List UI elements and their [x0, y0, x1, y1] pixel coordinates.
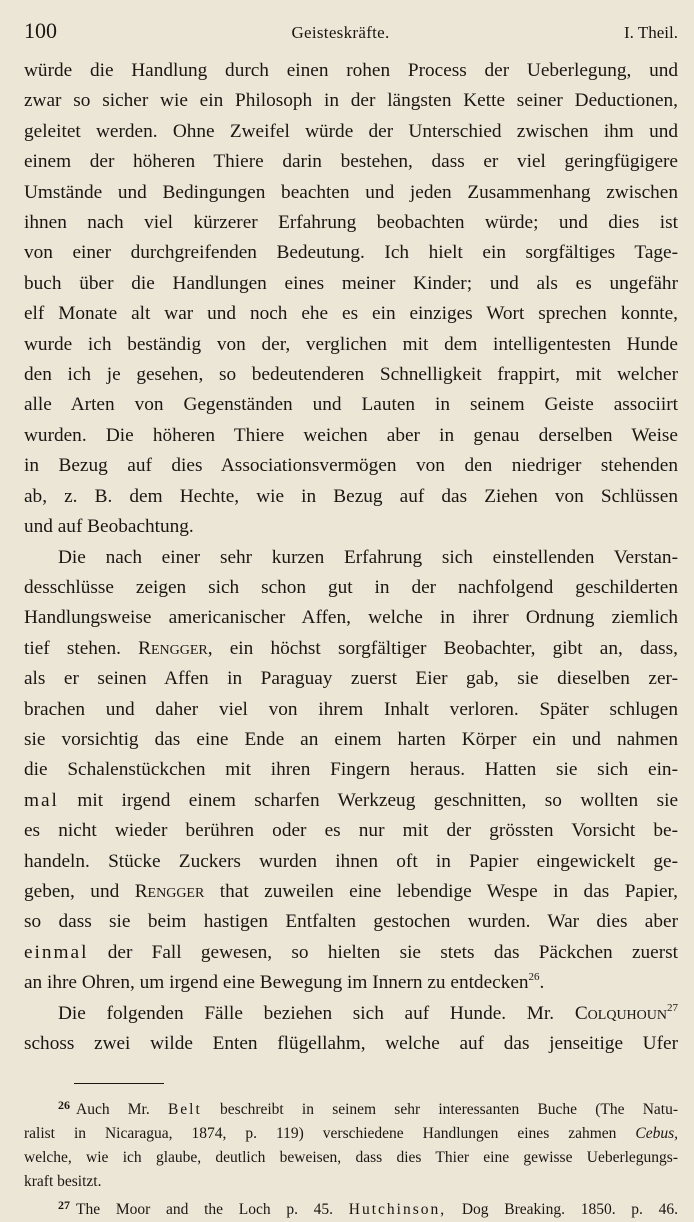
text-line: die Schalenstückchen mit ihren Fingern heraus. Hatten sie sich ein- — [24, 759, 678, 781]
text-line: wurde ich beständig von der, verglichen mit dem intelligentesten Hunde — [24, 333, 678, 355]
text-fragment: der Fall gewesen, so hielten sie stets das Päckchen zuerst — [107, 941, 678, 963]
text-fragment: . — [539, 972, 545, 994]
text-line: von einer durchgreifenden Bedeutung. Ich hielt ein sorgfältiges Tage- — [24, 242, 678, 264]
text-line: Handlungsweise americanischer Affen, welche in ihrer Ordnung ziemlich — [24, 607, 678, 629]
text-line: geleitet werden. Ohne Zweifel würde der Unterschied zwischen ihm und — [24, 120, 678, 142]
text-line: ihnen nach viel kürzerer Erfahrung beobachten würde; und dies ist — [24, 212, 678, 234]
author-name: Colquhoun — [574, 1002, 667, 1024]
footnotes — [24, 1098, 678, 1222]
text-line: handeln. Stücke Zuckers wurden ihnen oft in Papier eingewickelt ge- — [24, 850, 678, 872]
paragraph-2 — [24, 543, 678, 999]
text-line: Die nach einer sehr kurzen Erfahrung sich einstellenden Verstan- — [58, 546, 678, 568]
text-line — [24, 786, 678, 816]
part-label: I. Theil. — [624, 23, 678, 42]
text-line: so dass sie beim hastigen Entfalten gestochen wurden. War dies aber — [24, 911, 678, 933]
paragraph-1 — [24, 56, 678, 543]
body-text — [24, 56, 678, 1059]
page-number: 100 — [24, 18, 57, 43]
text-fragment: Dog Breaking. 1850. p. 46. — [461, 1201, 679, 1219]
footnote-27 — [24, 1198, 678, 1222]
footnote-line: welche, wie ich glaube, deutlich beweisen, dass dies Thier eine gewisse Ueberlegungs- — [24, 1149, 678, 1167]
text-line: alle Arten von Gegenständen und Lauten in seinem Geiste associirt — [24, 394, 678, 416]
emphasis: mal — [24, 789, 59, 811]
page-header — [24, 18, 678, 52]
text-fragment: ralist in Nicaragua, 1874, p. 119) verschiedene Handlungen eines zahmen — [24, 1125, 617, 1143]
italic-term: Cebus, — [635, 1125, 678, 1143]
author-name: Rengger — [138, 637, 208, 659]
text-line: brachen und daher viel von ihrem Inhalt verloren. Später schlugen — [24, 698, 678, 720]
text-line: einem der höheren Thiere darin bestehen, dass er viel geringfügigere — [24, 151, 678, 173]
text-line: als er seinen Affen in Paraguay zuerst Eier gab, sie dieselben zer- — [24, 668, 678, 690]
text-fragment: tief stehen. — [24, 637, 121, 659]
text-line: ab, z. B. dem Hechte, wie in Bezug auf das Ziehen von Schlüssen — [24, 485, 678, 507]
text-fragment: Auch Mr. — [76, 1101, 150, 1119]
text-fragment: Die folgenden Fälle beziehen sich auf Hunde. Mr. — [58, 1002, 555, 1024]
text-line: in Bezug auf dies Associationsvermögen von den niedriger stehenden — [24, 455, 678, 477]
text-line: schoss zwei wilde Enten flügellahm, welche auf das jenseitige Ufer — [24, 1033, 678, 1054]
author-name: Rengger — [134, 880, 205, 902]
text-fragment: mit irgend einem scharfen Werkzeug geschnitten, so wollten sie — [77, 789, 678, 811]
paragraph-3 — [24, 999, 678, 1060]
text-line: würde die Handlung durch einen rohen Process der Ueberlegung, und — [24, 60, 678, 81]
emphasis: einmal — [24, 941, 89, 963]
text-fragment: beschreibt in seinem sehr interessanten Buche (The Natu- — [220, 1101, 679, 1119]
text-line: wurden. Die höheren Thiere weichen aber in genau derselben Weise — [24, 424, 678, 446]
text-line: es nicht wieder berühren oder es nur mit der grössten Vorsicht be- — [24, 820, 678, 842]
text-line — [24, 999, 678, 1029]
footnote-line: kraft besitzt. — [24, 1173, 102, 1191]
text-line: elf Monate alt war und noch ehe es ein einziges Wort sprechen konnte, — [24, 303, 678, 325]
footnote-number: 26 — [58, 1098, 70, 1113]
text-fragment: that zuweilen eine lebendige Wespe in das Papier, — [219, 880, 679, 902]
text-line: den ich je gesehen, so bedeutenderen Schnelligkeit frappirt, mit welcher — [24, 364, 678, 386]
footnote-ref-26[interactable]: 26 — [528, 971, 540, 984]
text-fragment: geben, und — [24, 880, 120, 902]
running-title: Geisteskräfte. — [291, 23, 390, 42]
text-line — [24, 877, 678, 907]
footnote-number: 27 — [58, 1198, 70, 1213]
text-line — [24, 968, 678, 998]
text-line — [24, 634, 678, 664]
text-line: buch über die Handlungen eines meiner Kinder; und als es ungefähr — [24, 272, 678, 294]
text-fragment: an ihre Ohren, um irgend eine Bewegung im Innern zu entdecken — [24, 972, 529, 994]
text-fragment: The Moor and the Loch p. 45. — [76, 1201, 334, 1219]
text-fragment: , ein höchst sorgfältiger Beobachter, gibt an, dass, — [207, 637, 678, 659]
text-line: sie vorsichtig das eine Ende an einem harten Körper ein und nahmen — [24, 728, 678, 750]
text-line: desschlüsse zeigen sich schon gut in der nachfolgend geschilderten — [24, 576, 678, 598]
emphasis: Belt — [167, 1101, 202, 1119]
footnote-divider — [74, 1083, 164, 1084]
footnote-26 — [24, 1098, 678, 1122]
footnote-line — [24, 1122, 678, 1146]
text-line — [24, 938, 678, 968]
text-line: Umstände und Bedingungen beachten und jeden Zusammenhang zwischen — [24, 181, 678, 203]
footnote-ref-27[interactable]: 27 — [667, 1001, 678, 1014]
text-line: zwar so sicher wie ein Philosoph in der längsten Kette seiner Deductionen, — [24, 90, 678, 112]
text-line: und auf Beobachtung. — [24, 516, 194, 538]
emphasis: Hutchinson, — [348, 1201, 447, 1219]
